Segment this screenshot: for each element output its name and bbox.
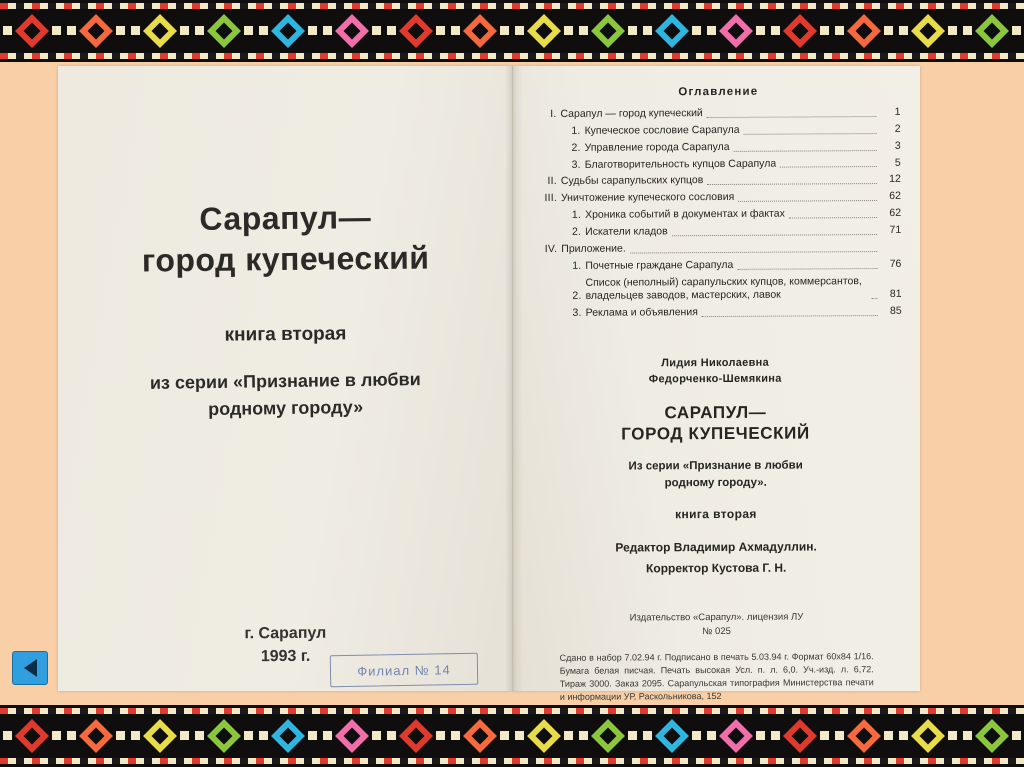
ornament-motif [640,14,704,48]
ornament-motif [256,14,320,48]
ornament-band [0,718,1024,754]
book-spread-image [58,66,920,703]
ornament-accent [963,731,972,740]
ornament-accent [899,731,908,740]
ornament-accent [820,26,829,35]
ornament-accent [195,731,204,740]
toc-entry[interactable] [538,305,902,321]
toc-entry[interactable] [537,156,901,172]
ornament-motif [64,14,128,48]
toc-entry-title: Приложение. [561,242,626,255]
colophon-series: Из серии «Признание в любви родному городу». [628,459,803,490]
ornament-motif [384,14,448,48]
ornament-accent [643,731,652,740]
ornament-motif [448,719,512,753]
ornament-accent [323,26,332,35]
ornament-diamond [783,719,817,753]
triangle-left-icon [24,659,37,677]
ornament-diamond [847,14,881,48]
ornament-accent [436,26,445,35]
ornament-motif [576,14,640,48]
toc-entry-page: 62 [889,190,901,203]
ornament-accent [308,26,317,35]
page-title: Сарапул— город купеческий [141,199,430,279]
ornament-diamond [335,719,369,753]
ornament-diamond [911,14,945,48]
ornament-accent [756,26,765,35]
ornament-stripe [0,53,1024,59]
toc-entry-title: Хроника событий в документах и фактах [585,207,785,221]
ornament-motif [960,719,1024,753]
ornament-diamond [655,719,689,753]
toc-entry-number: 1. [571,124,581,137]
toc-entry-number: 3. [571,158,581,171]
ornament-accent [131,26,140,35]
toc-entry[interactable] [537,207,901,223]
ornament-accent [643,26,652,35]
ornament-accent [692,731,701,740]
toc-entry[interactable] [537,241,901,257]
toc-leader-dots [707,116,877,118]
ornament-motif [256,719,320,753]
ornament-diamond [591,719,625,753]
toc-entry-number: 2. [572,290,582,303]
toc-entry-page: 81 [889,288,902,301]
ornament-accent [515,731,524,740]
ornament-accent [244,26,253,35]
ornament-accent [564,26,573,35]
colophon-block [540,355,892,704]
ornament-accent [771,26,780,35]
toc-list [536,106,901,321]
ornament-diamond [79,14,113,48]
toc-entry-number: 1. [571,208,582,222]
colophon-author: Лидия Николаевна Федорченко-Шемякина [648,356,782,386]
ornament-motif [704,719,768,753]
ornament-diamond [143,719,177,753]
ornament-accent [451,731,460,740]
ornament-diamond [271,719,305,753]
toc-entry-title: Уничтожение купеческого сословия [560,191,735,205]
library-stamp: Филиал № 14 [330,653,479,688]
ornament-accent [451,26,460,35]
toc-entry-title: Судьбы сарапульских купцов [560,174,704,188]
ornament-motif [576,719,640,753]
colophon-publisher: Издательство «Сарапул». лицензия ЛУ № 025 [629,611,804,638]
toc-leader-dots [702,315,878,317]
toc-entry-page: 85 [889,305,902,318]
toc-entry-page: 2 [894,122,901,135]
toc-entry-number: 2. [571,141,581,154]
ornament-diamond [591,14,625,48]
ornament-accent [372,731,381,740]
colophon-title: САРАПУЛ— ГОРОД КУПЕЧЕСКИЙ [621,402,810,444]
ornament-accent [820,731,829,740]
ornament-accent [67,26,76,35]
ornament-stripe [0,3,1024,9]
ornament-motif [384,719,448,753]
ornament-motif [512,719,576,753]
toc-entry-number: 1. [572,259,582,272]
ornament-stripe [0,758,1024,764]
ornament-diamond [143,14,177,48]
toc-entry-title: Купеческое сословие Сарапула [584,123,740,137]
ornament-accent [948,26,957,35]
ornament-diamond [399,719,433,753]
ornament-accent [52,731,61,740]
toc-entry-page: 1 [894,105,901,118]
ornament-motif [768,14,832,48]
toc-entry-page: 5 [894,156,901,169]
ornament-accent [180,731,189,740]
toc-entry[interactable] [537,258,901,274]
toc-entry-title: Почетные граждане Сарапула [585,258,734,272]
ornament-diamond [975,14,1009,48]
ornament-accent [387,731,396,740]
toc-entry-page: 62 [889,207,902,220]
ornament-accent [323,731,332,740]
toc-leader-dots [789,217,877,219]
toc-entry[interactable] [537,190,901,206]
ornament-motif [320,719,384,753]
toc-entry-title: Сарапул — город купеческий [560,107,703,120]
ornament-diamond [527,14,561,48]
toc-leader-dots [872,298,878,299]
ornament-accent [707,731,716,740]
ornament-accent [628,731,637,740]
ornament-accent [436,731,445,740]
ornament-diamond [847,719,881,753]
book-page-left [58,66,513,691]
ornament-diamond [527,719,561,753]
ornament-accent [244,731,253,740]
ornament-motif [128,14,192,48]
ornament-accent [628,26,637,35]
imprint-text: г. Сарапул 1993 г. [244,624,327,666]
toc-leader-dots [744,133,877,135]
ornament-accent [116,731,125,740]
ornament-accent [3,26,12,35]
ornament-motif [128,719,192,753]
ornament-diamond [399,14,433,48]
ornament-motif [448,14,512,48]
toc-leader-dots [737,268,877,270]
toc-entry[interactable] [536,106,900,122]
ornament-diamond [207,719,241,753]
ornament-motif [704,14,768,48]
toc-entry-number: IV. [544,242,558,255]
toc-leader-dots [707,183,877,185]
ornament-accent [564,731,573,740]
toc-leader-dots [738,200,877,202]
ornament-accent [707,26,716,35]
ornament-accent [180,26,189,35]
toc-leader-dots [672,234,877,236]
toc-entry-number: 2. [571,225,582,238]
table-of-contents [536,85,901,324]
ornament-accent [963,26,972,35]
toc-entry-title: Управление города Сарапула [584,140,730,154]
ornament-motif [64,719,128,753]
ornament-diamond [655,14,689,48]
colophon-book-number: книга вторая [675,506,757,521]
toc-entry-page: 76 [889,257,902,270]
book-page-right [513,66,920,703]
ornament-accent [131,731,140,740]
ornament-accent [372,26,381,35]
ornament-stripe [0,708,1024,714]
ornament-diamond [335,14,369,48]
ornament-motif [960,14,1024,48]
ornament-accent [884,731,893,740]
ornament-accent [579,26,588,35]
ornament-accent [884,26,893,35]
ornament-motif [512,14,576,48]
ornament-diamond [463,719,497,753]
ornament-accent [771,731,780,740]
ornament-motif [768,719,832,753]
ornament-accent [515,26,524,35]
ornament-accent [579,731,588,740]
ornament-border-top [0,0,1024,62]
previous-slide-button[interactable] [12,651,48,685]
ornament-accent [756,731,765,740]
ornament-motif [0,719,64,753]
toc-entry-number: 3. [572,307,582,320]
ornament-diamond [911,719,945,753]
ornament-accent [500,731,509,740]
book-series-label: из серии «Признание в любви родному городу» [149,369,421,419]
ornament-accent [899,26,908,35]
ornament-accent [52,26,61,35]
toc-leader-dots [630,251,877,254]
toc-entry-title: Реклама и объявления [585,306,698,320]
ornament-motif [640,719,704,753]
toc-entry[interactable] [537,224,901,240]
toc-entry-title: Список (неполный) сарапульских купцов, коммерсантов, владельцев заводов, мастерских, лавок [585,274,862,303]
ornament-accent [835,731,844,740]
toc-heading: Оглавление [678,85,759,99]
ornament-motif [192,14,256,48]
toc-entry-page: 3 [894,139,901,152]
toc-entry[interactable] [537,123,901,139]
ornament-accent [308,731,317,740]
colophon-credits: Редактор Владимир Ахмадуллин. Корректор Кустова Г. Н. [615,539,817,576]
toc-entry-title: Искатели кладов [585,225,668,238]
ornament-diamond [719,14,753,48]
ornament-motif [832,14,896,48]
ornament-accent [259,731,268,740]
ornament-accent [116,26,125,35]
ornament-motif [192,719,256,753]
ornament-diamond [15,719,49,753]
ornament-accent [692,26,701,35]
ornament-diamond [15,14,49,48]
ornament-border-bottom [0,705,1024,767]
colophon-technical-info: Сдано в набор 7.02.94 г. Подписано в печать 5.03.94 г. Формат 60х84 1/16. Бумага белая писчая. Печать высокая Усл. п. л. 6,0. Уч.-изд. л. 6,72. Тираж 3000. Заказ 2095. Сарапульская типография Министерства печати и информации УР, Раскольникова, 152 [559,651,874,703]
ornament-diamond [719,719,753,753]
ornament-motif [896,14,960,48]
ornament-accent [500,26,509,35]
ornament-accent [67,731,76,740]
toc-entry-page: 71 [889,223,902,236]
ornament-diamond [463,14,497,48]
toc-entry[interactable] [537,140,901,156]
ornament-diamond [975,719,1009,753]
ornament-motif [320,14,384,48]
toc-entry-number: I. [550,107,557,121]
ornament-accent [948,731,957,740]
ornament-motif [0,14,64,48]
toc-entry[interactable] [537,173,901,189]
ornament-accent [195,26,204,35]
toc-entry-number: II. [547,175,557,188]
toc-entry[interactable] [537,274,901,304]
toc-leader-dots [734,150,877,152]
toc-entry-title: Благотворительность купцов Сарапула [584,157,777,171]
ornament-accent [835,26,844,35]
toc-leader-dots [780,166,877,168]
ornament-diamond [783,14,817,48]
ornament-motif [832,719,896,753]
book-gutter-shadow [505,66,523,691]
ornament-diamond [79,719,113,753]
ornament-accent [3,731,12,740]
ornament-band [0,13,1024,49]
book-number-label: книга вторая [224,323,347,346]
toc-entry-number: III. [544,192,557,205]
ornament-accent [387,26,396,35]
ornament-motif [896,719,960,753]
ornament-accent [259,26,268,35]
title-block [58,198,513,422]
ornament-diamond [271,14,305,48]
ornament-diamond [207,14,241,48]
ornament-accent [1012,26,1021,35]
toc-entry-page: 12 [889,173,901,186]
ornament-accent [1012,731,1021,740]
